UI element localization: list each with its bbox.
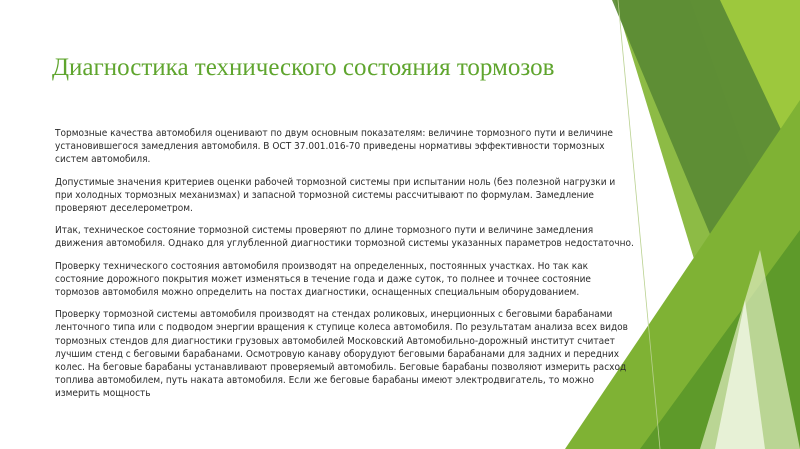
paragraph-3: Итак, техническое состояние тормозной системы проверяют по длине тормозного пути и величине замедления движения автомобиля. Однако для углубленной диагностики тормозной системы указанных параметров недостаточно. [55, 225, 634, 250]
paragraph-1: Тормозные качества автомобиля оценивают по двум основным показателям: величине тормозного пути и величине установившегося замедления автомобиля. В ОСТ 37.001.016-70 приведены нормативы эффективности тормозных систем автомобиля. [55, 128, 613, 166]
slide-title: Диагностика технического состояния тормозов [52, 54, 555, 81]
paragraph-2: Допустимые значения критериев оценки рабочей тормозной системы при испытании ноль (без полезной нагрузки и при холодных тормозных механизмах) и запасной тормозной системы рассчитывают по формулам. Замедление проверяют деселерометром. [55, 176, 616, 215]
paragraph-5: Проверку тормозной системы автомобиля производят на стендах роликовых, инерционных с беговыми барабанами ленточного типа или с подводом энергии вращения к ступице колеса автомобиля. По результатам анализа всех видов тормозных стендов для диагностики грузовых автомобилей Московский Автомобильно-дорожный институт считает лучшим стенд с беговыми барабанами. Осмотровую канаву оборудуют беговыми барабанами для задних и передних колес. На беговые барабаны устанавливают проверяемый автомобиль. Беговые барабаны позволяют измерить расход топлива автомобилем, путь наката автомобиля. Если же беговые барабаны имеют электродвигатель, то можно измерить мощность [55, 309, 628, 400]
paragraph-4: Проверку технического состояния автомобиля производят на определенных, постоянных участках. Но так как состояние дорожного покрытия может изменяться в течение года и даже суток, то полнее и точнее состояние тормозов автомобиля можно определить на постах диагностики, оснащенных специальным оборудованием. [55, 260, 591, 299]
slide-body [55, 127, 635, 410]
